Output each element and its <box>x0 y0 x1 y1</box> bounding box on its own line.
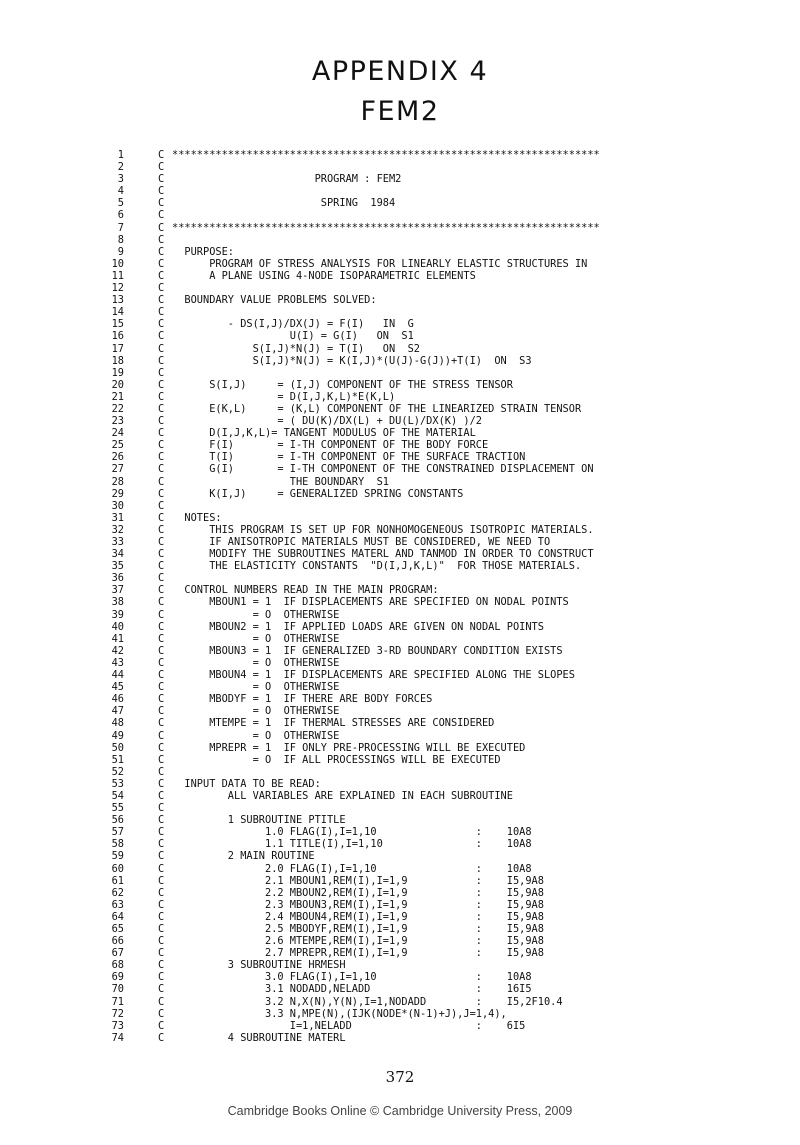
line-number: 49 <box>111 729 124 742</box>
line-number: 28 <box>111 475 124 488</box>
comment-marker: C <box>158 802 165 815</box>
code-line <box>0 584 800 596</box>
line-text: 2.6 MTEMPE,REM(I),I=1,9 : I5,9A8 <box>172 935 544 948</box>
line-text: 3.2 N,X(N),Y(N),I=1,NODADD : I5,2F10.4 <box>172 995 563 1008</box>
line-text: F(I) = I-TH COMPONENT OF THE BODY FORCE <box>172 439 489 452</box>
code-line <box>0 270 800 282</box>
line-text: S(I,J)*N(J) = K(I,J)*(U(J)-G(J))+T(I) ON S3 <box>172 354 532 367</box>
line-number: 18 <box>111 354 124 367</box>
comment-marker: C <box>158 499 165 512</box>
comment-marker: C <box>158 826 165 839</box>
comment-marker: C <box>158 294 165 307</box>
line-number: 71 <box>111 995 124 1008</box>
line-number: 68 <box>111 959 124 972</box>
line-number: 31 <box>111 511 124 524</box>
line-text: 2.0 FLAG(I),I=1,10 : 10A8 <box>172 862 532 875</box>
page-title: APPENDIX 4 <box>311 56 489 87</box>
line-number: 74 <box>111 1031 124 1044</box>
comment-marker: C <box>158 910 165 923</box>
code-line <box>0 971 800 983</box>
comment-marker: C <box>158 693 165 706</box>
code-line <box>0 887 800 899</box>
line-text: MBODYF = 1 IF THERE ARE BODY FORCES <box>172 693 433 706</box>
line-text: 2.7 MPREPR,REM(I),I=1,9 : I5,9A8 <box>172 947 544 960</box>
line-text: IF ANISOTROPIC MATERIALS MUST BE CONSIDERED, WE NEED TO <box>172 536 551 548</box>
comment-marker: C <box>158 366 165 379</box>
code-line <box>0 330 800 342</box>
comment-marker: C <box>158 632 165 645</box>
line-number: 25 <box>111 439 124 452</box>
comment-marker: C <box>158 644 165 657</box>
code-line <box>0 717 800 729</box>
line-text: INPUT DATA TO BE READ: <box>172 777 321 790</box>
comment-marker: C <box>158 149 165 161</box>
line-number: 3 <box>117 173 124 186</box>
line-number: 72 <box>111 1007 124 1020</box>
comment-marker: C <box>158 548 165 561</box>
line-number: 9 <box>117 245 124 258</box>
comment-marker: C <box>158 1019 165 1032</box>
code-line <box>0 282 800 294</box>
code-line <box>0 439 800 451</box>
code-line <box>0 367 800 379</box>
line-text: 3 SUBROUTINE HRMESH <box>172 959 346 972</box>
line-number: 19 <box>111 366 124 379</box>
code-line <box>0 923 800 935</box>
code-line <box>0 1020 800 1032</box>
line-number: 63 <box>111 898 124 911</box>
comment-marker: C <box>158 173 165 186</box>
line-text: G(I) = I-TH COMPONENT OF THE CONSTRAINED DISPLACEMENT ON <box>172 463 594 476</box>
comment-marker: C <box>158 197 165 210</box>
line-text: NOTES: <box>172 511 222 524</box>
line-number: 22 <box>111 402 124 415</box>
code-line <box>0 899 800 911</box>
line-number: 36 <box>111 572 124 585</box>
comment-marker: C <box>158 354 165 367</box>
line-number: 35 <box>111 560 124 573</box>
comment-marker: C <box>158 451 165 464</box>
line-number: 10 <box>111 257 124 270</box>
comment-marker: C <box>158 245 165 258</box>
code-line <box>0 560 800 572</box>
line-number: 2 <box>117 161 124 174</box>
line-number: 13 <box>111 294 124 307</box>
code-line <box>0 996 800 1008</box>
code-line <box>0 476 800 488</box>
comment-marker: C <box>158 427 165 440</box>
line-number: 64 <box>111 910 124 923</box>
comment-marker: C <box>158 669 165 682</box>
line-number: 30 <box>111 499 124 512</box>
line-number: 56 <box>111 814 124 827</box>
line-number: 73 <box>111 1019 124 1032</box>
code-line <box>0 355 800 367</box>
comment-marker: C <box>158 596 165 609</box>
comment-marker: C <box>158 862 165 875</box>
line-number: 8 <box>117 233 124 246</box>
line-text: I=1,NELADD : 6I5 <box>172 1019 526 1032</box>
code-line <box>0 572 800 584</box>
comment-marker: C <box>158 209 165 222</box>
line-text: ALL VARIABLES ARE EXPLAINED IN EACH SUBROUTINE <box>172 789 513 802</box>
line-text: 1 SUBROUTINE PTITLE <box>172 814 346 827</box>
comment-marker: C <box>158 523 165 536</box>
line-number: 32 <box>111 523 124 536</box>
line-text: MPREPR = 1 IF ONLY PRE-PROCESSING WILL BE EXECUTED <box>172 741 526 754</box>
comment-marker: C <box>158 390 165 403</box>
line-number: 61 <box>111 874 124 887</box>
comment-marker: C <box>158 886 165 899</box>
comment-marker: C <box>158 814 165 827</box>
code-line <box>0 947 800 959</box>
line-text: ********************************************************************* <box>172 149 600 161</box>
line-text: SPRING 1984 <box>172 197 396 210</box>
line-text: PROGRAM OF STRESS ANALYSIS FOR LINEARLY ELASTIC STRUCTURES IN <box>172 257 588 270</box>
comment-marker: C <box>158 221 165 234</box>
line-number: 20 <box>111 378 124 391</box>
comment-marker: C <box>158 439 165 452</box>
code-line <box>0 959 800 971</box>
code-line <box>0 645 800 657</box>
comment-marker: C <box>158 923 165 935</box>
line-number: 54 <box>111 789 124 802</box>
line-number: 69 <box>111 971 124 984</box>
line-text: MBOUN3 = 1 IF GENERALIZED 3-RD BOUNDARY CONDITION EXISTS <box>172 644 563 657</box>
code-line <box>0 391 800 403</box>
line-text: 2.4 MBOUN4,REM(I),I=1,9 : I5,9A8 <box>172 910 544 923</box>
line-number: 38 <box>111 596 124 609</box>
code-line <box>0 209 800 221</box>
line-number: 37 <box>111 584 124 597</box>
line-number: 1 <box>117 149 124 161</box>
line-number: 62 <box>111 886 124 899</box>
line-number: 26 <box>111 451 124 464</box>
line-text: THE BOUNDARY S1 <box>172 475 389 488</box>
line-text: = O OTHERWISE <box>172 729 340 742</box>
line-text: BOUNDARY VALUE PROBLEMS SOLVED: <box>172 294 377 307</box>
line-text: = ( DU(K)/DX(L) + DU(L)/DX(K) )/2 <box>172 415 482 428</box>
line-text: 2.2 MBOUN2,REM(I),I=1,9 : I5,9A8 <box>172 886 544 899</box>
comment-marker: C <box>158 269 165 282</box>
comment-marker: C <box>158 765 165 778</box>
line-text: = O OTHERWISE <box>172 681 340 694</box>
comment-marker: C <box>158 306 165 319</box>
code-line <box>0 935 800 947</box>
code-line <box>0 609 800 621</box>
line-number: 21 <box>111 390 124 403</box>
comment-marker: C <box>158 161 165 174</box>
code-line <box>0 596 800 608</box>
comment-marker: C <box>158 838 165 851</box>
line-text: 3.1 NODADD,NELADD : 16I5 <box>172 983 532 996</box>
line-text: = O OTHERWISE <box>172 705 340 718</box>
line-text: CONTROL NUMBERS READ IN THE MAIN PROGRAM: <box>172 584 439 597</box>
code-line <box>0 838 800 850</box>
line-number: 55 <box>111 802 124 815</box>
line-text: = O IF ALL PROCESSINGS WILL BE EXECUTED <box>172 753 501 766</box>
code-line <box>0 1008 800 1020</box>
line-number: 16 <box>111 330 124 343</box>
code-listing <box>0 149 800 1044</box>
code-line <box>0 173 800 185</box>
code-line <box>0 790 800 802</box>
line-text: 1.1 TITLE(I),I=1,10 : 10A8 <box>172 838 532 851</box>
line-number: 11 <box>111 269 124 282</box>
line-text: S(I,J) = (I,J) COMPONENT OF THE STRESS TENSOR <box>172 378 513 391</box>
line-number: 51 <box>111 753 124 766</box>
code-line <box>0 693 800 705</box>
line-number: 7 <box>117 221 124 234</box>
code-line <box>0 343 800 355</box>
code-line <box>0 705 800 717</box>
comment-marker: C <box>158 536 165 548</box>
line-number: 14 <box>111 306 124 319</box>
code-line <box>0 379 800 391</box>
line-text: U(I) = G(I) ON S1 <box>172 330 414 343</box>
comment-marker: C <box>158 620 165 633</box>
line-text: MBOUN4 = 1 IF DISPLACEMENTS ARE SPECIFIED ALONG THE SLOPES <box>172 669 575 682</box>
line-text: = O OTHERWISE <box>172 632 340 645</box>
code-line <box>0 826 800 838</box>
line-number: 29 <box>111 487 124 500</box>
code-line <box>0 730 800 742</box>
line-number: 23 <box>111 415 124 428</box>
line-text: S(I,J)*N(J) = T(I) ON S2 <box>172 342 420 355</box>
comment-marker: C <box>158 789 165 802</box>
code-line <box>0 1032 800 1044</box>
line-text: MTEMPE = 1 IF THERMAL STRESSES ARE CONSIDERED <box>172 717 495 730</box>
code-line <box>0 451 800 463</box>
line-text: 2 MAIN ROUTINE <box>172 850 315 863</box>
code-line <box>0 875 800 887</box>
code-line <box>0 814 800 826</box>
line-number: 24 <box>111 427 124 440</box>
line-number: 58 <box>111 838 124 851</box>
comment-marker: C <box>158 753 165 766</box>
comment-marker: C <box>158 935 165 948</box>
code-line <box>0 548 800 560</box>
line-text: PROGRAM : FEM2 <box>172 173 402 186</box>
comment-marker: C <box>158 233 165 246</box>
code-line <box>0 850 800 862</box>
line-text: K(I,J) = GENERALIZED SPRING CONSTANTS <box>172 487 464 500</box>
code-line <box>0 754 800 766</box>
line-text: MBOUN1 = 1 IF DISPLACEMENTS ARE SPECIFIED ON NODAL POINTS <box>172 596 569 609</box>
line-number: 45 <box>111 681 124 694</box>
line-number: 46 <box>111 693 124 706</box>
comment-marker: C <box>158 402 165 415</box>
line-text: PURPOSE: <box>172 245 234 258</box>
code-line <box>0 621 800 633</box>
line-text: - DS(I,J)/DX(J) = F(I) IN G <box>172 318 414 331</box>
page-subtitle: FEM2 <box>360 96 440 127</box>
code-line <box>0 294 800 306</box>
comment-marker: C <box>158 705 165 718</box>
line-text: = O OTHERWISE <box>172 608 340 621</box>
code-line <box>0 512 800 524</box>
comment-marker: C <box>158 608 165 621</box>
code-line <box>0 258 800 270</box>
line-text: T(I) = I-TH COMPONENT OF THE SURFACE TRACTION <box>172 451 526 464</box>
comment-marker: C <box>158 318 165 331</box>
code-line <box>0 983 800 995</box>
code-line <box>0 427 800 439</box>
code-line <box>0 911 800 923</box>
comment-marker: C <box>158 511 165 524</box>
code-line <box>0 306 800 318</box>
line-text: MODIFY THE SUBROUTINES MATERL AND TANMOD IN ORDER TO CONSTRUCT <box>172 548 594 561</box>
comment-marker: C <box>158 584 165 597</box>
comment-marker: C <box>158 185 165 198</box>
code-line <box>0 234 800 246</box>
line-number: 27 <box>111 463 124 476</box>
line-number: 70 <box>111 983 124 996</box>
line-number: 43 <box>111 656 124 669</box>
comment-marker: C <box>158 717 165 730</box>
line-text: D(I,J,K,L)= TANGENT MODULUS OF THE MATERIAL <box>172 427 476 440</box>
line-text: 2.3 MBOUN3,REM(I),I=1,9 : I5,9A8 <box>172 898 544 911</box>
line-number: 33 <box>111 536 124 548</box>
line-number: 47 <box>111 705 124 718</box>
line-text: 3.3 N,MPE(N),(IJK(NODE*(N-1)+J),J=1,4), <box>172 1007 507 1020</box>
code-line <box>0 318 800 330</box>
comment-marker: C <box>158 947 165 960</box>
line-number: 57 <box>111 826 124 839</box>
line-text: 3.0 FLAG(I),I=1,10 : 10A8 <box>172 971 532 984</box>
comment-marker: C <box>158 342 165 355</box>
comment-marker: C <box>158 898 165 911</box>
line-text: THE ELASTICITY CONSTANTS "D(I,J,K,L)" FOR THOSE MATERIALS. <box>172 560 582 573</box>
comment-marker: C <box>158 959 165 972</box>
line-number: 48 <box>111 717 124 730</box>
line-number: 50 <box>111 741 124 754</box>
code-line <box>0 766 800 778</box>
line-text: 2.5 MBODYF,REM(I),I=1,9 : I5,9A8 <box>172 923 544 935</box>
comment-marker: C <box>158 729 165 742</box>
comment-marker: C <box>158 850 165 863</box>
code-line <box>0 463 800 475</box>
line-text: MBOUN2 = 1 IF APPLIED LOADS ARE GIVEN ON NODAL POINTS <box>172 620 544 633</box>
code-line <box>0 536 800 548</box>
comment-marker: C <box>158 572 165 585</box>
code-line <box>0 802 800 814</box>
comment-marker: C <box>158 656 165 669</box>
line-text: 1.0 FLAG(I),I=1,10 : 10A8 <box>172 826 532 839</box>
comment-marker: C <box>158 463 165 476</box>
code-line <box>0 403 800 415</box>
line-number: 5 <box>117 197 124 210</box>
line-number: 59 <box>111 850 124 863</box>
page-number: 372 <box>385 1068 415 1086</box>
code-line <box>0 778 800 790</box>
line-number: 15 <box>111 318 124 331</box>
comment-marker: C <box>158 995 165 1008</box>
code-line <box>0 222 800 234</box>
code-line <box>0 161 800 173</box>
line-number: 17 <box>111 342 124 355</box>
line-number: 65 <box>111 923 124 935</box>
line-text: 4 SUBROUTINE MATERL <box>172 1031 346 1044</box>
line-text: = D(I,J,K,L)*E(K,L) <box>172 390 396 403</box>
line-number: 6 <box>117 209 124 222</box>
comment-marker: C <box>158 971 165 984</box>
comment-marker: C <box>158 681 165 694</box>
code-line <box>0 149 800 161</box>
code-line <box>0 681 800 693</box>
comment-marker: C <box>158 741 165 754</box>
code-line <box>0 415 800 427</box>
code-line <box>0 657 800 669</box>
line-number: 41 <box>111 632 124 645</box>
line-text: = O OTHERWISE <box>172 656 340 669</box>
line-number: 44 <box>111 669 124 682</box>
comment-marker: C <box>158 560 165 573</box>
line-text: 2.1 MBOUN1,REM(I),I=1,9 : I5,9A8 <box>172 874 544 887</box>
line-number: 60 <box>111 862 124 875</box>
comment-marker: C <box>158 487 165 500</box>
line-number: 53 <box>111 777 124 790</box>
comment-marker: C <box>158 282 165 295</box>
code-line <box>0 742 800 754</box>
code-line <box>0 524 800 536</box>
comment-marker: C <box>158 330 165 343</box>
line-number: 39 <box>111 608 124 621</box>
comment-marker: C <box>158 874 165 887</box>
footer-copyright: Cambridge Books Online © Cambridge University Press, 2009 <box>227 1104 573 1118</box>
line-number: 34 <box>111 548 124 561</box>
line-number: 42 <box>111 644 124 657</box>
line-number: 12 <box>111 282 124 295</box>
line-number: 66 <box>111 935 124 948</box>
comment-marker: C <box>158 475 165 488</box>
line-text: ********************************************************************* <box>172 221 600 234</box>
comment-marker: C <box>158 1007 165 1020</box>
code-line <box>0 488 800 500</box>
line-number: 40 <box>111 620 124 633</box>
code-line <box>0 197 800 209</box>
comment-marker: C <box>158 983 165 996</box>
comment-marker: C <box>158 378 165 391</box>
code-line <box>0 500 800 512</box>
code-line <box>0 185 800 197</box>
line-text: THIS PROGRAM IS SET UP FOR NONHOMOGENEOUS ISOTROPIC MATERIALS. <box>172 523 594 536</box>
line-number: 67 <box>111 947 124 960</box>
comment-marker: C <box>158 777 165 790</box>
comment-marker: C <box>158 1031 165 1044</box>
code-line <box>0 669 800 681</box>
code-line <box>0 863 800 875</box>
line-text: E(K,L) = (K,L) COMPONENT OF THE LINEARIZED STRAIN TENSOR <box>172 402 582 415</box>
code-line <box>0 246 800 258</box>
code-line <box>0 633 800 645</box>
comment-marker: C <box>158 415 165 428</box>
line-number: 52 <box>111 765 124 778</box>
comment-marker: C <box>158 257 165 270</box>
line-number: 4 <box>117 185 124 198</box>
line-text: A PLANE USING 4-NODE ISOPARAMETRIC ELEMENTS <box>172 269 476 282</box>
